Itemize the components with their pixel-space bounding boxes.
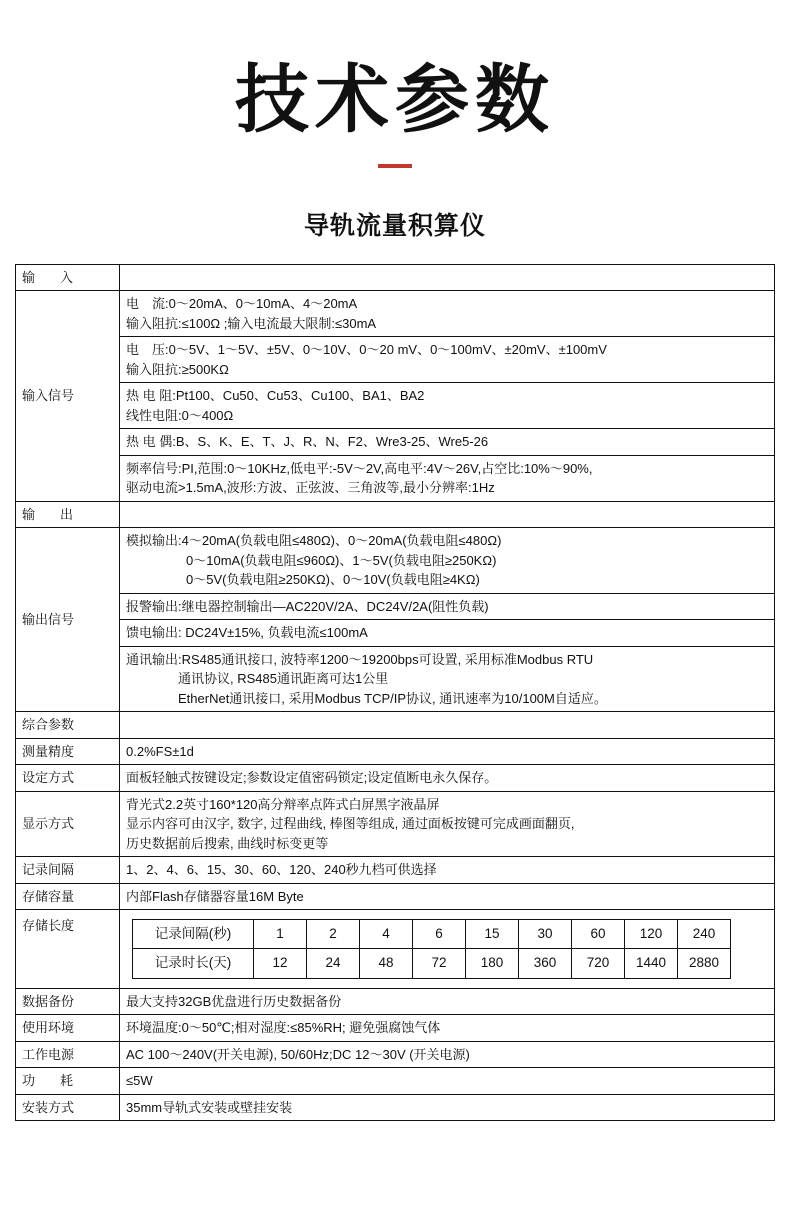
page-root [0, 57, 790, 1230]
table-row-input-section [16, 264, 775, 291]
row-label-accuracy: 测量精度 [16, 738, 120, 765]
table-row-general-section [16, 712, 775, 739]
display-line-2: 显示内容可由汉字, 数字, 过程曲线, 棒图等组成, 通过面板按键可完成画面翻页, [126, 816, 575, 832]
row-value-storage-length [120, 910, 775, 989]
section-header-general-filler [120, 712, 775, 739]
table-row-consumption [16, 1068, 775, 1095]
row-label-environment: 使用环境 [16, 1015, 120, 1042]
input-rtd-line-1: 热 电 阻:Pt100、Cu50、Cu53、Cu100、BA1、BA2 [126, 388, 425, 404]
output-power-cell: 馈电输出: DC24V±15%, 负载电流≤100mA [120, 620, 775, 647]
row-value-data-backup: 最大支持32GB优盘进行历史数据备份 [120, 988, 775, 1015]
table-row-input-rtd [16, 383, 775, 429]
input-signal-tc-cell [120, 429, 775, 456]
storage-interval-cell-6: 60 [572, 920, 625, 949]
row-value-mounting: 35mm导轨式安装或壁挂安装 [120, 1094, 775, 1121]
display-line-1: 背光式2.2英寸160*120高分辩率点阵式白屏黑字液晶屏 [126, 796, 440, 812]
row-value-record-interval: 1、2、4、6、15、30、60、120、240秒九档可供选择 [120, 857, 775, 884]
output-comm-line-3: EtherNet通讯接口, 采用Modbus TCP/IP协议, 通讯速率为10/100M自适应。 [178, 690, 607, 706]
row-value-accuracy: 0.2%FS±1d [120, 738, 775, 765]
row-label-record-interval: 记录间隔 [16, 857, 120, 884]
row-value-setting-method: 面板轻触式按键设定;参数设定值密码锁定;设定值断电永久保存。 [120, 765, 775, 792]
output-analog-cell [120, 528, 775, 594]
storage-row-header-interval: 记录间隔(秒) [133, 920, 254, 949]
product-subtitle: 导轨流量积算仪 [303, 211, 486, 240]
title-underline-rule [378, 164, 412, 168]
table-row-record-interval [16, 857, 775, 884]
row-label-display-method: 显示方式 [16, 791, 120, 857]
section-header-input: 输 入 [16, 264, 120, 291]
table-row-input-signal [16, 291, 775, 337]
storage-duration-cell-8: 2880 [678, 949, 731, 978]
storage-duration-cell-7: 1440 [625, 949, 678, 978]
table-row-storage-length [16, 910, 775, 989]
table-row-data-backup [16, 988, 775, 1015]
table-row-output-section [16, 501, 775, 528]
input-tc-line-1: 热 电 偶:B、S、K、E、T、J、R、N、F2、Wre3-25、Wre5-26 [126, 434, 489, 450]
input-signal-frequency-cell [120, 455, 775, 501]
storage-length-table [132, 919, 731, 979]
row-value-consumption: ≤5W [120, 1068, 775, 1095]
storage-interval-cell-4: 15 [466, 920, 519, 949]
storage-row-header-duration: 记录时长(天) [133, 949, 254, 978]
output-analog-line-3: 0～5V(负载电阻≥250KΩ)、0～10V(负载电阻≥4KΩ) [186, 572, 480, 588]
input-freq-line-1: 频率信号:PI,范围:0～10KHz,低电平:-5V～2V,高电平:4V～26V,占空比:10%～90%, [126, 460, 593, 476]
output-analog-line-2: 0～10mA(负载电阻≤960Ω)、1～5V(负载电阻≥250KΩ) [186, 552, 497, 568]
table-row-display-method [16, 791, 775, 857]
section-header-general: 综合参数 [16, 712, 120, 739]
table-row-mounting [16, 1094, 775, 1121]
input-signal-voltage-cell [120, 337, 775, 383]
row-label-mounting: 安装方式 [16, 1094, 120, 1121]
input-voltage-line-2: 输入阻抗:≥500KΩ [126, 361, 229, 377]
display-line-3: 历史数据前后搜索, 曲线时标变更等 [126, 835, 329, 851]
row-label-setting-method: 设定方式 [16, 765, 120, 792]
row-value-display-method [120, 791, 775, 857]
section-header-output: 输 出 [16, 501, 120, 528]
specifications-table [15, 264, 775, 1122]
storage-interval-cell-5: 30 [519, 920, 572, 949]
output-comm-cell [120, 646, 775, 712]
row-value-power: AC 100～240V(开关电源), 50/60Hz;DC 12～30V (开关电源) [120, 1041, 775, 1068]
row-label-storage-capacity: 存储容量 [16, 883, 120, 910]
table-row-output-signal [16, 528, 775, 594]
storage-interval-cell-2: 4 [360, 920, 413, 949]
storage-interval-cell-0: 1 [254, 920, 307, 949]
storage-duration-cell-6: 720 [572, 949, 625, 978]
input-current-line-1: 电 流:0～20mA、0～10mA、4～20mA [126, 296, 358, 312]
table-row-output-power [16, 620, 775, 647]
storage-duration-cell-2: 48 [360, 949, 413, 978]
table-row-output-alarm [16, 593, 775, 620]
section-header-output-filler [120, 501, 775, 528]
input-current-line-2: 输入阻抗:≤100Ω ;输入电流最大限制:≤30mA [126, 315, 377, 331]
storage-interval-cell-7: 120 [625, 920, 678, 949]
row-label-power: 工作电源 [16, 1041, 120, 1068]
row-value-environment: 环境温度:0～50℃;相对湿度:≤85%RH; 避免强腐蚀气体 [120, 1015, 775, 1042]
table-row-environment [16, 1015, 775, 1042]
input-signal-current-cell [120, 291, 775, 337]
input-signal-rtd-cell [120, 383, 775, 429]
input-voltage-line-1: 电 压:0～5V、1～5V、±5V、0～10V、0～20 mV、0～100mV、±20mV、±100mV [126, 342, 607, 358]
table-row-output-comm [16, 646, 775, 712]
table-row-input-thermocouple [16, 429, 775, 456]
row-label-input-signal: 输入信号 [16, 291, 120, 502]
table-row-setting-method [16, 765, 775, 792]
page-title: 技术参数 [235, 57, 555, 143]
output-comm-line-2: 通讯协议, RS485通讯距离可达1公里 [178, 671, 389, 687]
output-analog-line-1: 模拟输出:4～20mA(负载电阻≤480Ω)、0～20mA(负载电阻≤480Ω) [126, 533, 502, 549]
storage-duration-cell-5: 360 [519, 949, 572, 978]
section-header-input-filler [120, 264, 775, 291]
storage-interval-cell-8: 240 [678, 920, 731, 949]
table-row-accuracy [16, 738, 775, 765]
table-row-input-frequency [16, 455, 775, 501]
storage-duration-cell-3: 72 [413, 949, 466, 978]
input-freq-line-2: 驱动电流>1.5mA,波形:方波、正弦波、三角波等,最小分辨率:1Hz [126, 480, 495, 496]
row-label-output-signal: 输出信号 [16, 528, 120, 712]
row-label-consumption: 功 耗 [16, 1068, 120, 1095]
row-label-data-backup: 数据备份 [16, 988, 120, 1015]
storage-interval-cell-3: 6 [413, 920, 466, 949]
row-value-storage-capacity: 内部Flash存储器容量16M Byte [120, 883, 775, 910]
table-row-power [16, 1041, 775, 1068]
storage-table-row-intervals [133, 920, 731, 949]
output-alarm-cell: 报警输出:继电器控制输出—AC220V/2A、DC24V/2A(阻性负载) [120, 593, 775, 620]
row-label-storage-length: 存储长度 [16, 910, 120, 989]
output-comm-line-1: 通讯输出:RS485通讯接口, 波特率1200～19200bps可设置, 采用标准Modbus RTU [126, 651, 594, 667]
input-rtd-line-2: 线性电阻:0～400Ω [126, 407, 234, 423]
storage-duration-cell-4: 180 [466, 949, 519, 978]
storage-table-row-durations [133, 949, 731, 978]
storage-duration-cell-0: 12 [254, 949, 307, 978]
table-row-storage-capacity [16, 883, 775, 910]
table-row-input-voltage [16, 337, 775, 383]
storage-duration-cell-1: 24 [307, 949, 360, 978]
storage-interval-cell-1: 2 [307, 920, 360, 949]
